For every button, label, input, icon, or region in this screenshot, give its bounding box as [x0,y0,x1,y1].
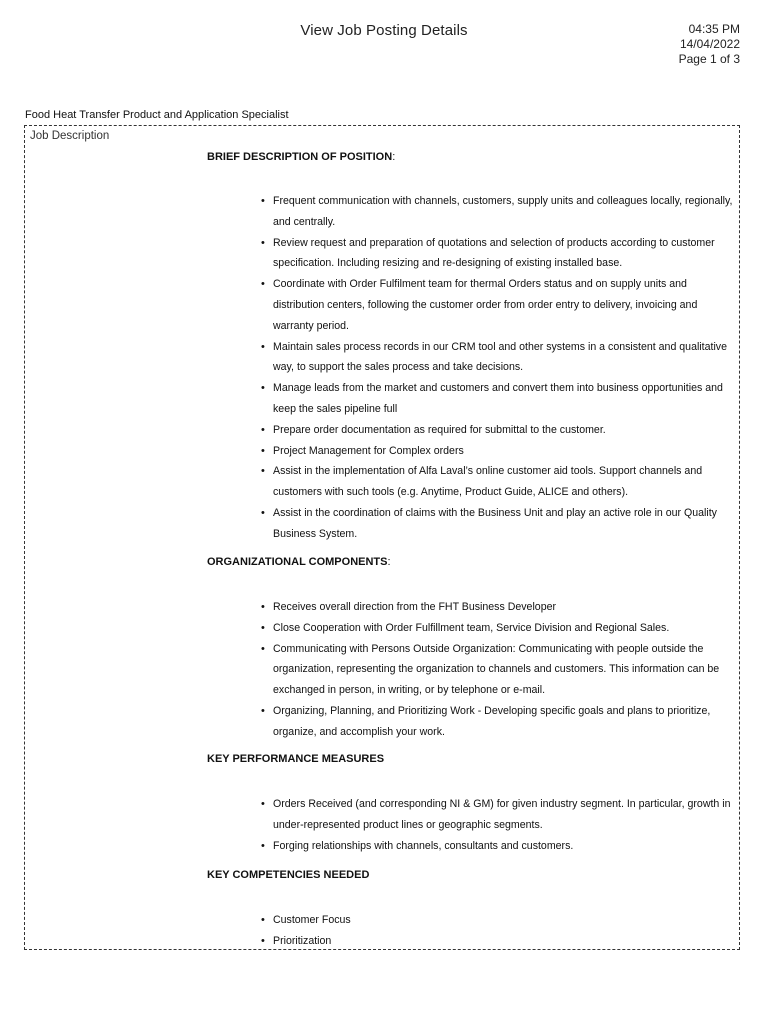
list-item: • Communicating with Persons Outside Organization: Communicating with people outside the organization, representing the organization to channels and customers. This information can be exchanged in person, in writing, or by telephone or e-mail. [257,639,737,701]
print-date: 14/04/2022 [679,37,740,51]
job-description-label: Job Description [30,130,110,142]
job-title: Food Heat Transfer Product and Application Specialist [25,109,289,121]
list-item: • Manage leads from the market and customers and convert them into business opportunities and keep the sales pipeline full [257,378,737,420]
list-item: • Receives overall direction from the FHT Business Developer [257,597,737,618]
list-item: • Frequent communication with channels, customers, supply units and colleagues locally, regionally, and centrally. [257,191,737,233]
list-item: • Orders Received (and corresponding NI & GM) for given industry segment. In particular, growth in under-represented product lines or geographic segments. [257,794,737,836]
job-description-box [24,125,740,950]
section-heading-organizational [207,556,391,568]
section-heading-text: ORGANIZATIONAL COMPONENTS [207,556,388,568]
list-item: • Customer Focus [257,910,737,931]
section-heading-competencies [207,869,369,881]
list-item: • Review request and preparation of quotations and selection of products according to customer specification. Including resizing and re-designing of existing installed base. [257,233,737,275]
print-meta [679,22,740,67]
list-item: • Close Cooperation with Order Fulfillment team, Service Division and Regional Sales. [257,618,737,639]
list-item: • Prepare order documentation as required for submittal to the customer. [257,420,737,441]
page-title: View Job Posting Details [300,22,468,39]
section-heading-text: KEY PERFORMANCE MEASURES [207,753,385,765]
list-item: • Forging relationships with channels, consultants and customers. [257,836,737,857]
section-heading-colon: : [387,556,391,568]
list-item: • Coordinate with Order Fulfilment team for thermal Orders status and on supply units and distribution centers, following the customer order from order entry to delivery, invoicing and warranty period. [257,274,737,336]
section-list-organizational [257,597,737,743]
section-heading-brief [207,151,395,163]
list-item: • Project Management for Complex orders [257,441,737,462]
section-heading-text: BRIEF DESCRIPTION OF POSITION [207,151,393,163]
section-list-competencies [257,910,737,950]
list-item: • Assist in the implementation of Alfa Laval’s online customer aid tools. Support channels and customers with such tools (e.g. Anytime, Product Guide, ALICE and others). [257,461,737,503]
section-list-brief [257,191,737,545]
section-heading-kpi [207,753,384,765]
section-list-kpi [257,794,737,856]
list-item: • Assist in the coordination of claims with the Business Unit and play an active role in our Quality Business System. [257,503,737,545]
list-item: • Organizing, Planning, and Prioritizing Work - Developing specific goals and plans to prioritize, organize, and accomplish your work. [257,701,737,743]
print-time: 04:35 PM [688,22,740,36]
page-number: Page 1 of 3 [678,52,740,66]
list-item: • Maintain sales process records in our CRM tool and other systems in a consistent and qualitative way, to support the sales process and take decisions. [257,337,737,379]
section-heading-colon: : [392,151,396,163]
list-item: • Prioritization [257,931,737,950]
section-heading-text: KEY COMPETENCIES NEEDED [207,869,370,881]
